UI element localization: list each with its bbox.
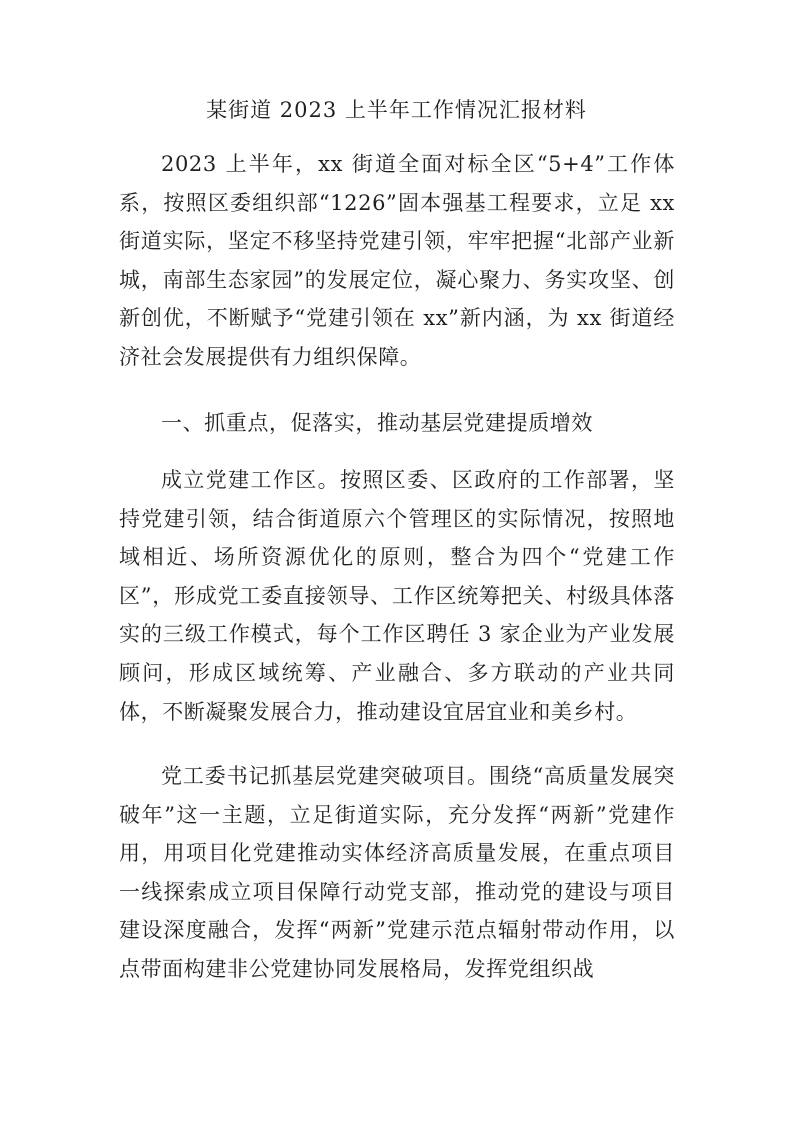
breakthrough-paragraph: 党工委书记抓基层党建突破项目。围绕“高质量发展突破年”这一主题，立足街道实际，充分发挥“两新”党建作用，用项目化党建推动实体经济高质量发展，在重点项目一线探索成立项目保障行动党支部，推动党的建设与项目建设深度融合，发挥“两新”党建示范点辐射带动作用，以点带面构建非公党建协同发展格局，发挥党组织战 <box>119 764 675 981</box>
document-title: 某街道 2023 上半年工作情况汇报材料 <box>206 98 587 122</box>
workzone-paragraph: 成立党建工作区。按照区委、区政府的工作部署，坚持党建引领，结合街道原六个管理区的实际情况，按照地域相近、场所资源优化的原则，整合为四个“党建工作区”，形成党工委直接领导、工作区统筹把关、村级具体落实的三级工作模式，每个工作区聘任 3 家企业为产业发展顾问，形成区域统筹、产业融合、多方联动的产业共同体，不断凝聚发展合力，推动建设宜居宜业和美乡村。 <box>119 468 675 724</box>
intro-paragraph: 2023 上半年，xx 街道全面对标全区“5+4”工作体系，按照区委组织部“1226”固本强基工程要求，立足 xx 街道实际，坚定不移坚持党建引领，牢牢把握“北部产业新城，南部生态家园”的发展定位，凝心聚力、务实攻坚、创新创优，不断赋予“党建引领在 xx”新内涵，为 xx 街道经济社会发展提供有力组织保障。 <box>119 152 675 369</box>
section-heading-1: 一、抓重点，促落实，推动基层党建提质增效 <box>161 411 593 435</box>
